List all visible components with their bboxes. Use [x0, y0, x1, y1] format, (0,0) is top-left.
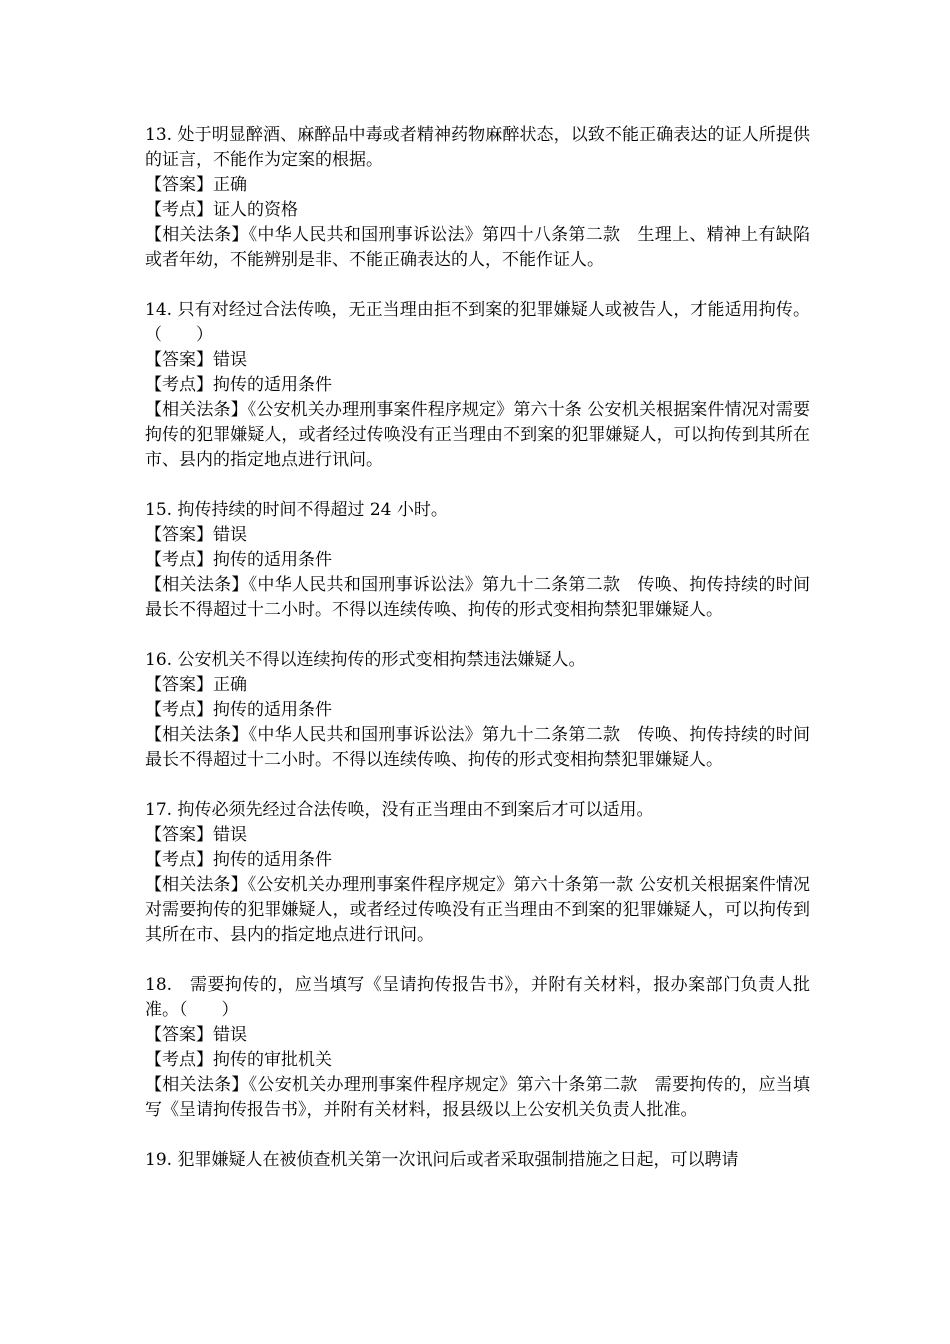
exam-point-line: 【考点】拘传的适用条件	[145, 375, 332, 395]
exam-point-line: 【考点】拘传的适用条件	[145, 850, 332, 870]
legal-basis-line: 【相关法条】《公安机关办理刑事案件程序规定》第六十条第一款 公安机关根据案件情况对需要拘传的犯罪嫌疑人，或者经过传唤没有正当理由不到案的犯罪嫌疑人，可以拘传到其所在市、县内的指定地点进行讯问。	[145, 875, 810, 945]
legal-basis-line: 【相关法条】《中华人民共和国刑事诉讼法》第九十二条第二款 传唤、拘传持续的时间最长不得超过十二小时。不得以连续传唤、拘传的形式变相拘禁犯罪嫌疑人。	[145, 575, 810, 620]
legal-basis-line: 【相关法条】《中华人民共和国刑事诉讼法》第四十八条第二款 生理上、精神上有缺陷或者年幼，不能辨别是非、不能正确表达的人，不能作证人。	[145, 225, 810, 270]
answer-line: 【答案】错误	[145, 525, 247, 545]
question-item-17	[145, 798, 810, 948]
question-text: 19. 犯罪嫌疑人在被侦查机关第一次讯问后或者采取强制措施之日起，可以聘请	[145, 1150, 739, 1170]
question-item-14	[145, 298, 810, 473]
question-item-13	[145, 123, 810, 273]
legal-basis-line: 【相关法条】《公安机关办理刑事案件程序规定》第六十条 公安机关根据案件情况对需要拘传的犯罪嫌疑人，或者经过传唤没有正当理由不到案的犯罪嫌疑人，可以拘传到其所在市、县内的指定地点进行讯问。	[145, 400, 810, 470]
exam-point-line: 【考点】证人的资格	[145, 200, 298, 220]
exam-point-line: 【考点】拘传的审批机关	[145, 1050, 332, 1070]
question-text: 15. 拘传持续的时间不得超过 24 小时。	[145, 500, 448, 520]
question-item-16	[145, 648, 810, 773]
question-text: 16. 公安机关不得以连续拘传的形式变相拘禁违法嫌疑人。	[145, 650, 586, 670]
answer-line: 【答案】正确	[145, 175, 247, 195]
question-item-19	[145, 1148, 810, 1173]
answer-line: 【答案】错误	[145, 825, 247, 845]
question-text: 17. 拘传必须先经过合法传唤，没有正当理由不到案后才可以适用。	[145, 800, 654, 820]
exam-point-line: 【考点】拘传的适用条件	[145, 550, 332, 570]
question-text: 14. 只有对经过合法传唤，无正当理由拒不到案的犯罪嫌疑人或被告人，才能适用拘传。（ ）	[145, 300, 810, 345]
question-text: 13. 处于明显醉酒、麻醉品中毒或者精神药物麻醉状态，以致不能正确表达的证人所提供的证言，不能作为定案的根据。	[145, 125, 810, 170]
exam-point-line: 【考点】拘传的适用条件	[145, 700, 332, 720]
answer-line: 【答案】错误	[145, 350, 247, 370]
legal-basis-line: 【相关法条】《中华人民共和国刑事诉讼法》第九十二条第二款 传唤、拘传持续的时间最长不得超过十二小时。不得以连续传唤、拘传的形式变相拘禁犯罪嫌疑人。	[145, 725, 810, 770]
question-item-15	[145, 498, 810, 623]
legal-basis-line: 【相关法条】《公安机关办理刑事案件程序规定》第六十条第二款 需要拘传的，应当填写《呈请拘传报告书》，并附有关材料，报县级以上公安机关负责人批准。	[145, 1075, 810, 1120]
question-item-18	[145, 973, 810, 1123]
answer-line: 【答案】正确	[145, 675, 247, 695]
question-text: 18. 需要拘传的，应当填写《呈请拘传报告书》，并附有关材料，报办案部门负责人批准。（ ）	[145, 975, 810, 1020]
answer-line: 【答案】错误	[145, 1025, 247, 1045]
document-page	[145, 123, 810, 1173]
